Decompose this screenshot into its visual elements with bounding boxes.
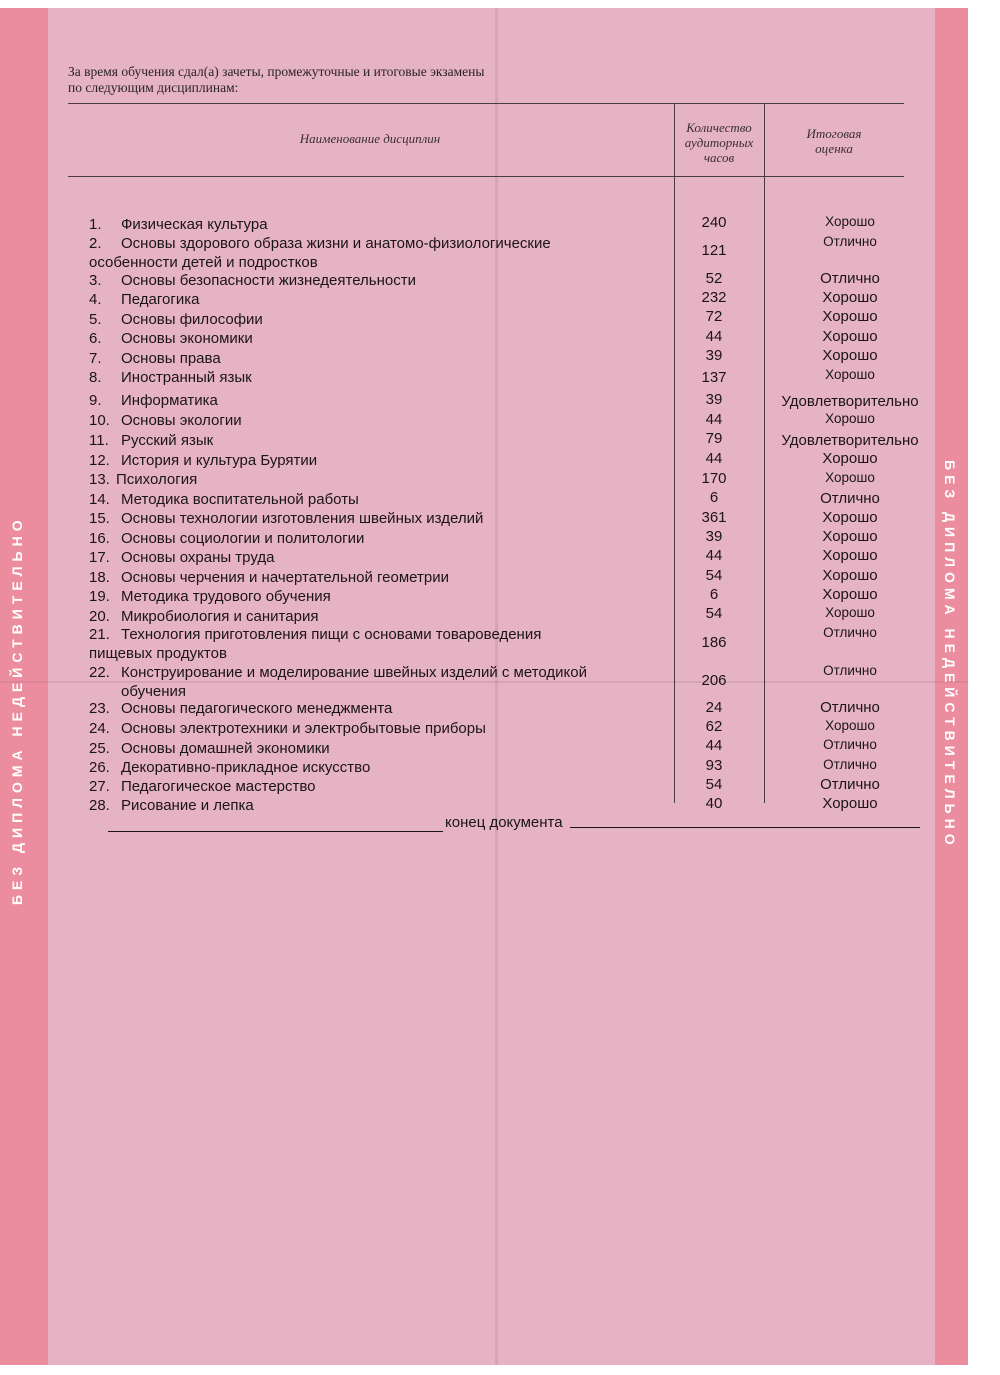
hours-value: 44: [705, 411, 723, 428]
hours-value: 44: [705, 737, 723, 754]
discipline-name: Основы педагогического менеджмента: [121, 700, 393, 717]
end-line-right: [570, 827, 920, 828]
row-number: 8.: [89, 369, 102, 386]
end-line-left: [108, 831, 443, 832]
hours-value: 170: [701, 470, 727, 487]
grade-value: Удовлетворительно: [781, 432, 919, 449]
row-number: 10.: [89, 412, 110, 429]
grade-value: Хорошо: [825, 605, 875, 620]
row-number: 3.: [89, 272, 102, 289]
grade-value: Хорошо: [822, 795, 878, 812]
grade-value: Отлично: [820, 270, 880, 287]
intro-line-1: За время обучения сдал(а) зачеты, промежуточные и итоговые экзамены: [68, 64, 485, 79]
hours-value: 121: [701, 242, 727, 259]
column-header-name: Наименование дисциплин: [299, 131, 441, 146]
grade-column-divider: [764, 103, 765, 803]
discipline-name: Основы домашней экономики: [121, 740, 330, 757]
hours-column-divider: [674, 103, 675, 803]
column-header-hours: [674, 120, 764, 165]
hours-value: 52: [705, 270, 723, 287]
hours-value: 93: [705, 757, 723, 774]
grade-value: Отлично: [823, 625, 877, 640]
discipline-name: Основы философии: [121, 311, 263, 328]
column-header-hours-line-1: Количество: [686, 120, 752, 135]
column-header-grade-line-1: Итоговая: [806, 126, 862, 141]
row-number: 23.: [89, 700, 110, 717]
discipline-name-continuation: особенности детей и подростков: [89, 254, 318, 271]
grade-value: Отлично: [823, 737, 877, 752]
row-number: 20.: [89, 608, 110, 625]
discipline-name: Декоративно-прикладное искусство: [121, 759, 371, 776]
left-watermark-text: БЕЗ ДИПЛОМА НЕДЕЙСТВИТЕЛЬНО: [9, 515, 25, 905]
grade-value: Хорошо: [822, 586, 878, 603]
grade-value: Хорошо: [822, 547, 878, 564]
hours-value: 186: [701, 634, 727, 651]
grade-value: Отлично: [820, 776, 880, 793]
hours-value: 24: [705, 699, 723, 716]
column-header-grade-line-2: оценка: [815, 141, 853, 156]
hours-value: 206: [701, 672, 727, 689]
discipline-name: Основы технологии изготовления швейных изделий: [121, 510, 484, 527]
row-number: 1.: [89, 216, 102, 233]
grade-value: Хорошо: [825, 367, 875, 382]
discipline-name: Технология приготовления пищи с основами товароведения: [121, 626, 542, 643]
hours-value: 62: [705, 718, 723, 735]
discipline-name: Микробиология и санитария: [121, 608, 319, 625]
discipline-name: Методика трудового обучения: [121, 588, 331, 605]
grade-value: Хорошо: [822, 347, 878, 364]
grade-value: Хорошо: [822, 509, 878, 526]
row-number: 15.: [89, 510, 110, 527]
hours-value: 72: [705, 308, 723, 325]
grade-value: Хорошо: [825, 718, 875, 733]
intro-text: [68, 64, 484, 96]
vertical-fold-crease: [495, 8, 498, 1365]
row-number: 28.: [89, 797, 110, 814]
hours-value: 6: [709, 489, 719, 506]
row-number: 13.: [89, 471, 110, 488]
discipline-name: Педагогика: [121, 291, 200, 308]
discipline-name: Физическая культура: [121, 216, 268, 233]
discipline-name: Основы безопасности жизнедеятельности: [121, 272, 416, 289]
discipline-name: Основы черчения и начертательной геометрии: [121, 569, 449, 586]
column-header-hours-line-3: часов: [703, 150, 735, 165]
hours-value: 39: [705, 391, 723, 408]
hours-value: 361: [701, 509, 727, 526]
intro-line-2: по следующим дисциплинам:: [68, 80, 239, 95]
discipline-name: Иностранный язык: [121, 369, 252, 386]
row-number: 2.: [89, 235, 102, 252]
discipline-name: Основы электротехники и электробытовые приборы: [121, 720, 486, 737]
discipline-name: Психология: [116, 471, 198, 488]
hours-value: 54: [705, 605, 723, 622]
grade-value: Отлично: [823, 234, 877, 249]
row-number: 17.: [89, 549, 110, 566]
row-number: 12.: [89, 452, 110, 469]
row-number: 25.: [89, 740, 110, 757]
discipline-name: Основы охраны труда: [121, 549, 275, 566]
discipline-name: Информатика: [121, 392, 218, 409]
row-number: 18.: [89, 569, 110, 586]
table-header-bottom-rule: [68, 176, 904, 177]
grade-value: Отлично: [823, 757, 877, 772]
hours-value: 39: [705, 528, 723, 545]
row-number: 4.: [89, 291, 102, 308]
hours-value: 44: [705, 547, 723, 564]
hours-value: 44: [705, 328, 723, 345]
end-of-document-text: конец документа: [445, 814, 563, 831]
discipline-name: Рисование и лепка: [121, 797, 254, 814]
grade-value: Отлично: [820, 699, 880, 716]
row-number: 16.: [89, 530, 110, 547]
discipline-name: Конструирование и моделирование швейных изделий с методикой: [121, 664, 587, 681]
hours-value: 40: [705, 795, 723, 812]
table-top-rule: [68, 103, 904, 104]
hours-value: 79: [705, 430, 723, 447]
hours-value: 137: [701, 369, 727, 386]
row-number: 27.: [89, 778, 110, 795]
hours-value: 240: [701, 214, 727, 231]
right-watermark-text: БЕЗ ДИПЛОМА НЕДЕЙСТВИТЕЛЬНО: [942, 460, 958, 850]
row-number: 7.: [89, 350, 102, 367]
grade-value: Хорошо: [822, 289, 878, 306]
discipline-name: Основы здорового образа жизни и анатомо-физиологические: [121, 235, 551, 252]
column-header-hours-line-2: аудиторных: [684, 135, 754, 150]
row-number: 19.: [89, 588, 110, 605]
discipline-name: Педагогическое мастерство: [121, 778, 316, 795]
hours-value: 39: [705, 347, 723, 364]
discipline-name-continuation: обучения: [121, 683, 187, 700]
discipline-name: Методика воспитательной работы: [121, 491, 359, 508]
row-number: 26.: [89, 759, 110, 776]
grade-value: Хорошо: [825, 411, 875, 426]
discipline-name: Основы социологии и политологии: [121, 530, 365, 547]
grade-value: Хорошо: [822, 450, 878, 467]
discipline-name: Русский язык: [121, 432, 214, 449]
row-number: 6.: [89, 330, 102, 347]
discipline-name: Основы экономики: [121, 330, 253, 347]
hours-value: 54: [705, 776, 723, 793]
column-header-grade: [764, 126, 904, 156]
row-number: 9.: [89, 392, 102, 409]
row-number: 14.: [89, 491, 110, 508]
grade-value: Хорошо: [825, 214, 875, 229]
row-number: 5.: [89, 311, 102, 328]
row-number: 24.: [89, 720, 110, 737]
grade-value: Удовлетворительно: [781, 393, 919, 410]
row-number: 11.: [89, 432, 109, 449]
discipline-name: История и культура Бурятии: [121, 452, 318, 469]
row-number: 21.: [89, 626, 110, 643]
hours-value: 44: [705, 450, 723, 467]
discipline-name: Основы права: [121, 350, 221, 367]
row-number: 22.: [89, 664, 110, 681]
grade-value: Хорошо: [825, 470, 875, 485]
grade-value: Хорошо: [822, 308, 878, 325]
grade-value: Отлично: [823, 663, 877, 678]
grade-value: Хорошо: [822, 328, 878, 345]
hours-value: 6: [709, 586, 719, 603]
grade-value: Хорошо: [822, 528, 878, 545]
hours-value: 232: [701, 289, 727, 306]
discipline-name-continuation: пищевых продуктов: [89, 645, 227, 662]
grade-value: Хорошо: [822, 567, 878, 584]
discipline-name: Основы экологии: [121, 412, 242, 429]
grade-value: Отлично: [820, 490, 880, 507]
hours-value: 54: [705, 567, 723, 584]
